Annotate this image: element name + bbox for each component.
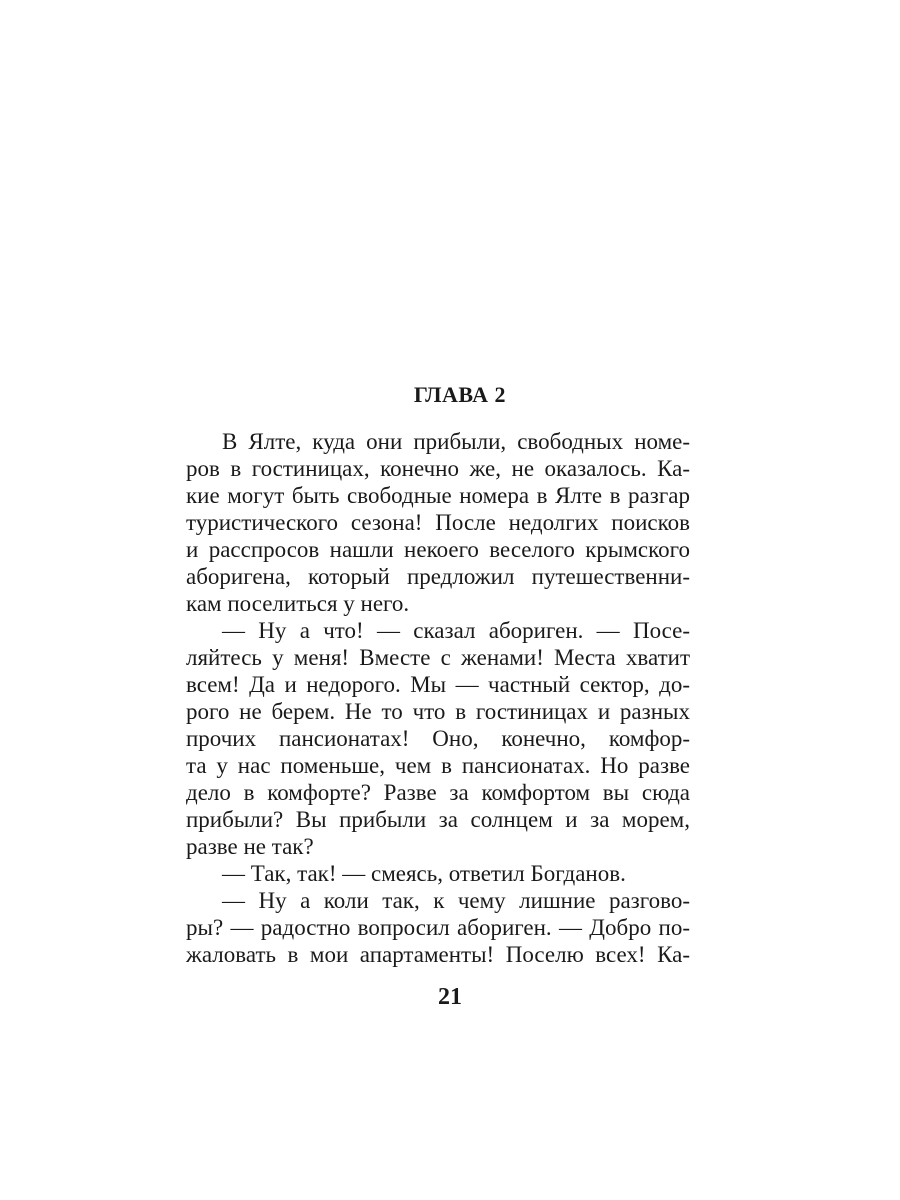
text-line: та у нас поменьше, чем в пансионатах. Но разве [186, 753, 690, 778]
text-line: всем! Да и недорого. Мы — частный сектор, до- [186, 672, 690, 697]
text-line: — Так, так! — смеясь, ответил Богданов. [222, 861, 626, 886]
text-line: аборигена, который предложил путешественни- [186, 564, 690, 589]
text-line: ляйтесь у меня! Вместе с женами! Места хватит [186, 645, 690, 670]
text-line: — Ну а что! — сказал абориген. — Посе- [222, 618, 690, 643]
text-line: дело в комфорте? Разве за комфортом вы сюда [186, 780, 690, 805]
text-line: кие могут быть свободные номера в Ялте в разгар [186, 483, 690, 508]
text-line: прочих пансионатах! Оно, конечно, комфор- [186, 726, 690, 751]
text-line: прибыли? Вы прибыли за солнцем и за морем, [186, 807, 690, 832]
text-line: кам поселиться у него. [186, 591, 410, 616]
text-line: ров в гостиницах, конечно же, не оказалось. Ка- [186, 456, 690, 481]
text-line: рого не берем. Не то что в гостиницах и разных [186, 699, 690, 724]
text-line: разве не так? [186, 834, 314, 859]
text-line: жаловать в мои апартаменты! Поселю всех! Ка- [186, 942, 690, 967]
body-text [186, 428, 690, 968]
text-line: ры? — радостно вопросил абориген. — Добро по- [186, 915, 690, 940]
text-line: туристического сезона! После недолгих поисков [186, 510, 690, 535]
text-line: — Ну а коли так, к чему лишние разгово- [222, 888, 690, 913]
text-line: В Ялте, куда они прибыли, свободных номе- [222, 429, 690, 454]
text-line: и расспросов нашли некоего веселого крымского [186, 537, 690, 562]
chapter-title: ГЛАВА 2 [413, 382, 507, 407]
page-number: 21 [438, 984, 462, 1010]
